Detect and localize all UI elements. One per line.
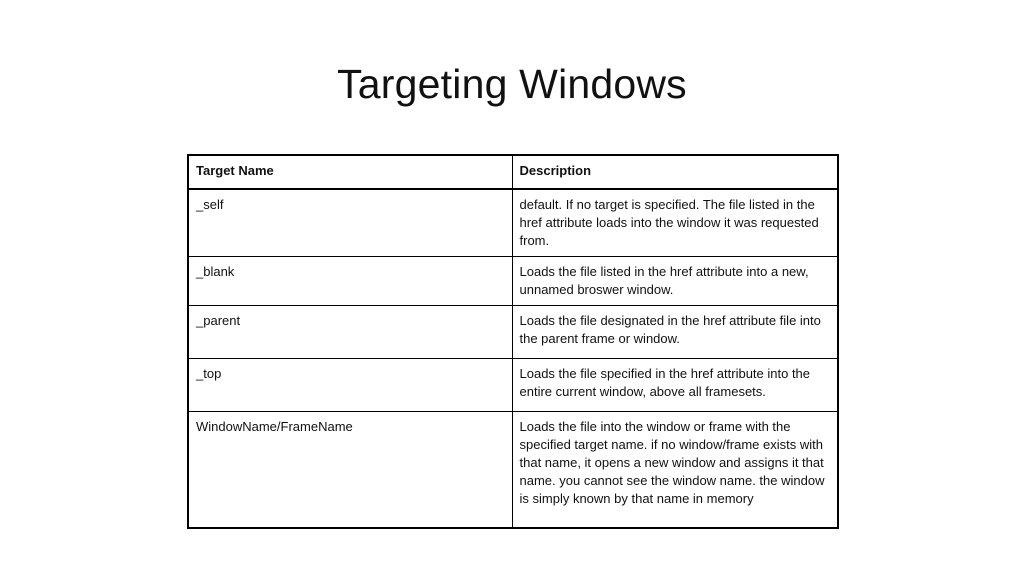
description-cell: Loads the file into the window or frame with the specified target name. if no window/frame exists with that name, it opens a new window and assigns it that name. you cannot see the window name. the window is simply known by that name in memory [512,412,838,529]
table-row [188,412,838,529]
description-cell: Loads the file designated in the href attribute file into the parent frame or window. [512,306,838,359]
table-row [188,359,838,412]
table-row [188,306,838,359]
target-name-cell: _self [188,189,512,257]
column-header-target-name: Target Name [188,155,512,189]
column-header-description: Description [512,155,838,189]
table-row [188,257,838,306]
target-name-cell: _top [188,359,512,412]
target-name-cell: _parent [188,306,512,359]
description-cell: Loads the file specified in the href attribute into the entire current window, above all framesets. [512,359,838,412]
targets-table [187,154,839,529]
description-cell: Loads the file listed in the href attribute into a new, unnamed broswer window. [512,257,838,306]
table-row [188,189,838,257]
table-header-row [188,155,838,189]
target-name-cell: WindowName/FrameName [188,412,512,529]
target-name-cell: _blank [188,257,512,306]
slide-title: Targeting Windows [337,61,687,107]
description-cell: default. If no target is specified. The file listed in the href attribute loads into the window it was requested from. [512,189,838,257]
